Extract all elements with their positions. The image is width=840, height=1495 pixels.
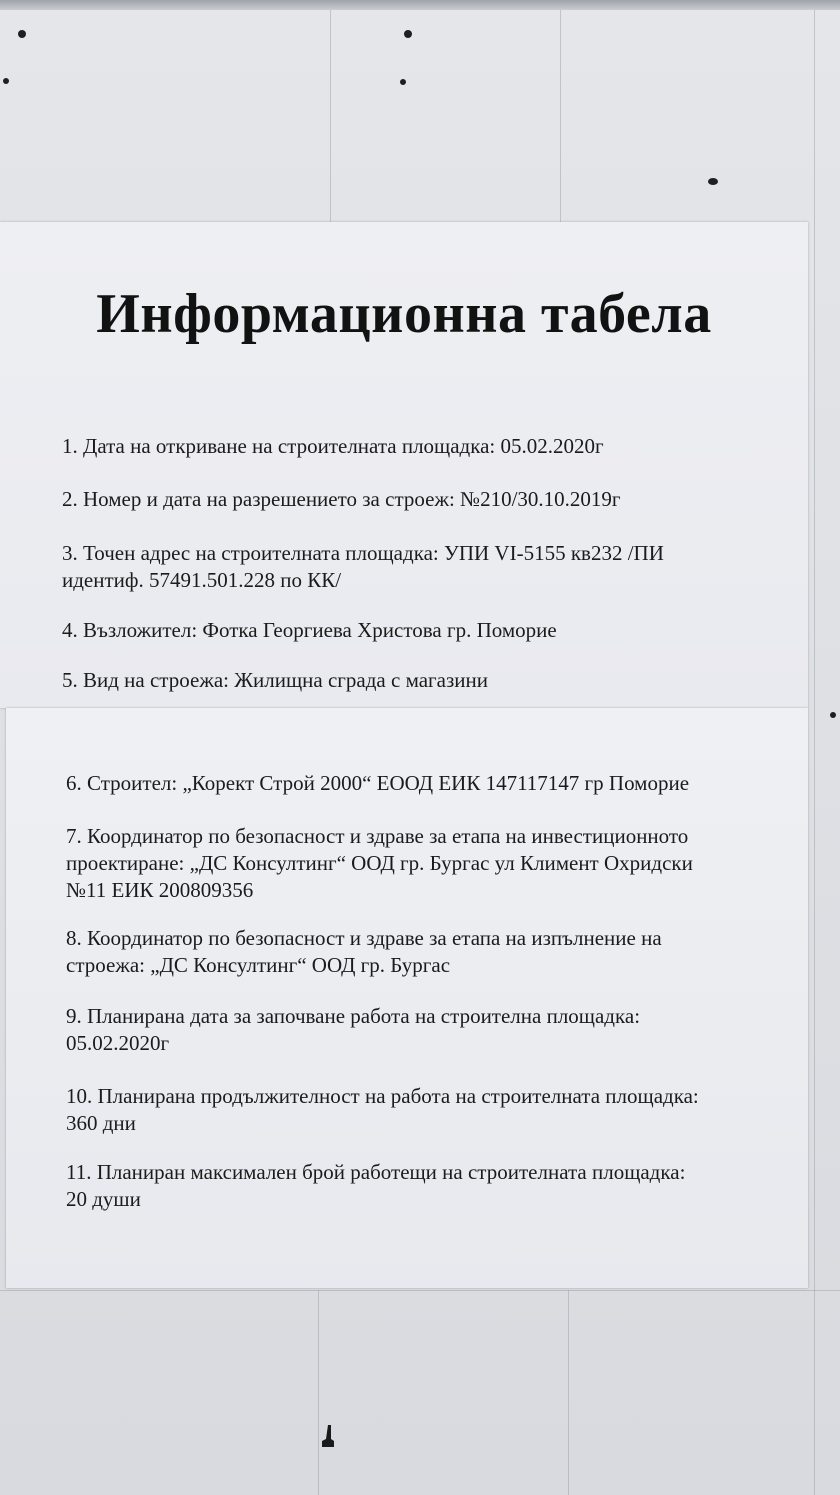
notice-item-3: 3. Точен адрес на строителната площадка: УПИ VI-5155 кв232 /ПИ идентиф. 57491.501.228 по КК/: [62, 541, 664, 592]
wall-bracket-mark: [322, 1425, 334, 1447]
screw-hole: [400, 79, 406, 85]
wall-seam: [568, 1290, 569, 1495]
wall-seam: [814, 10, 815, 1495]
screw-hole: [3, 78, 9, 84]
wall-seam: [0, 1290, 840, 1291]
notice-item-1: 1. Дата на откриване на строителната площадка: 05.02.2020г: [62, 434, 604, 458]
notice-item-10: 10. Планирана продължителност на работа на строителната площадка: 360 дни: [66, 1084, 699, 1135]
screw-hole: [404, 30, 412, 38]
screw-hole: [18, 30, 26, 38]
wall-seam: [318, 1290, 319, 1495]
notice-item-9: 9. Планирана дата за започване работа на строителна площадка: 05.02.2020г: [66, 1004, 641, 1055]
screw-hole: [830, 712, 836, 718]
notice-item-7: 7. Координатор по безопасност и здраве за етапа на инвестиционното проектиране: „ДС Консултинг“ ООД гр. Бургас ул Климент Охридски №11 ЕИК 200809356: [66, 824, 693, 902]
notice-title: Информационна табела: [96, 283, 712, 345]
notice-item-6: 6. Строител: „Корект Строй 2000“ ЕООД ЕИК 147117147 гр Поморие: [66, 771, 690, 795]
wall-seam: [560, 10, 561, 222]
wall-top-edge: [0, 0, 840, 10]
screw-hole: [708, 178, 718, 185]
notice-item-5: 5. Вид на строежа: Жилищна сграда с магазини: [62, 668, 488, 692]
notice-item-2: 2. Номер и дата на разрешението за строеж: №210/30.10.2019г: [62, 487, 621, 511]
wall-seam: [330, 10, 331, 222]
notice-item-11: 11. Планиран максимален брой работещи на строителната площадка: 20 души: [66, 1160, 686, 1211]
notice-item-8: 8. Координатор по безопасност и здраве за етапа на изпълнение на строежа: „ДС Консултинг“ ООД гр. Бургас: [66, 926, 662, 977]
notice-item-4: 4. Възложител: Фотка Георгиева Христова гр. Поморие: [62, 618, 557, 642]
